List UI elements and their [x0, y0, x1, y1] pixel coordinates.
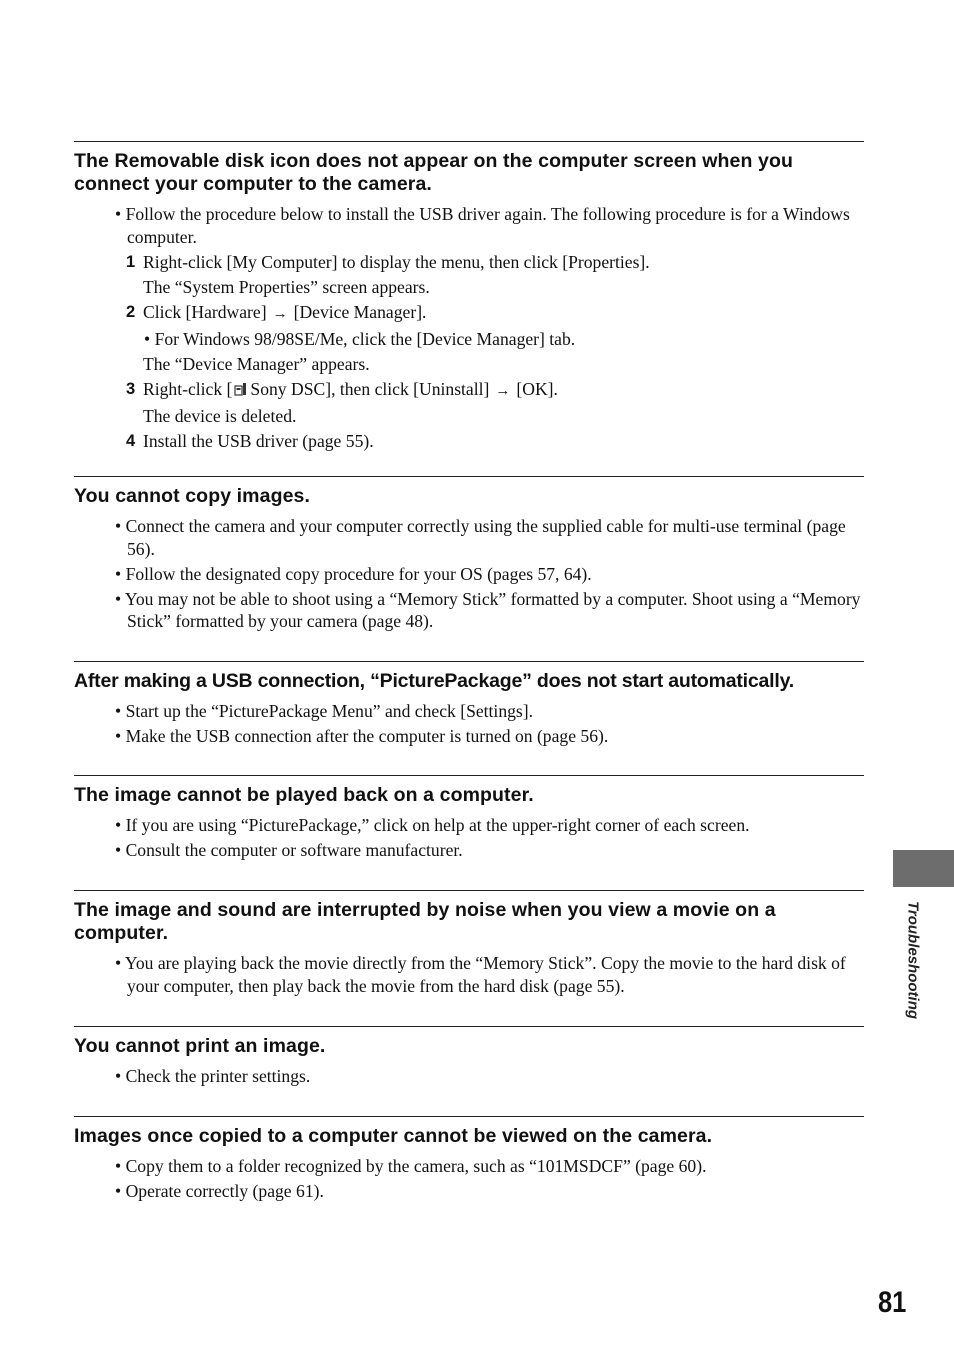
section-body — [74, 1155, 864, 1203]
bullet-item: • Make the USB connection after the computer is turned on (page 56). — [74, 725, 864, 748]
step-number: 3 — [126, 379, 136, 398]
step-text: Right-click [ — [143, 378, 233, 399]
step-number: 2 — [126, 302, 136, 321]
step-text: Sony DSC], then click [Uninstall] — [250, 378, 490, 399]
step-text: [OK]. — [516, 378, 558, 399]
step-number: 1 — [126, 252, 136, 271]
section-playback — [74, 775, 864, 862]
page-number: 81 — [878, 1286, 907, 1319]
step-text: Install the USB driver (page 55). — [143, 430, 374, 451]
chapter-tab — [893, 850, 954, 887]
bullet-item: • You may not be able to shoot using a “Memory Stick” formatted by a computer. Shoot using a “Memory Stick” formatted by your camera (page 48). — [74, 588, 864, 633]
section-heading: The Removable disk icon does not appear on the computer screen when you connect your computer to the camera. — [74, 150, 794, 195]
section-body — [74, 515, 864, 633]
step-2 — [74, 301, 864, 326]
bullet-item: • Start up the “PicturePackage Menu” and check [Settings]. — [74, 700, 864, 723]
section-heading: You cannot print an image. — [74, 1035, 326, 1057]
section-noise — [74, 890, 864, 997]
section-body — [74, 1065, 864, 1088]
step-text: Right-click [My Computer] to display the menu, then click [Properties]. — [143, 251, 650, 272]
arrow-right-icon: → — [495, 382, 511, 399]
section-removable-disk — [74, 141, 864, 452]
section-heading: After making a USB connection, “PicturePackage” does not start automatically. — [74, 670, 795, 692]
step-4 — [74, 430, 864, 453]
bullet-item: • Consult the computer or software manufacturer. — [74, 839, 864, 862]
section-body — [74, 952, 864, 997]
section-body — [74, 203, 864, 452]
step-3 — [74, 378, 864, 403]
bullet-item: • Connect the camera and your computer correctly using the supplied cable for multi-use terminal (page 56). — [74, 515, 864, 560]
step-text: Click [Hardware] — [143, 301, 267, 322]
step-note: The “System Properties” screen appears. — [143, 276, 430, 297]
section-heading: You cannot copy images. — [74, 485, 310, 507]
bullet-item: • Check the printer settings. — [74, 1065, 864, 1088]
section-picturepackage-start — [74, 661, 864, 748]
bullet-item: • Operate correctly (page 61). — [74, 1180, 864, 1203]
section-body — [74, 814, 864, 862]
section-cannot-print — [74, 1026, 864, 1088]
step-number: 4 — [126, 431, 136, 450]
arrow-right-icon: → — [272, 305, 288, 322]
step-note: The “Device Manager” appears. — [143, 353, 370, 374]
section-body — [74, 700, 864, 748]
section-cannot-copy — [74, 476, 864, 633]
bullet-item: • Copy them to a folder recognized by the camera, such as “101MSDCF” (page 60). — [74, 1155, 864, 1178]
bullet-item: • If you are using “PicturePackage,” click on help at the upper-right corner of each screen. — [74, 814, 864, 837]
camera-device-icon — [234, 382, 248, 396]
bullet-item: • Follow the designated copy procedure for your OS (pages 57, 64). — [74, 563, 864, 586]
chapter-label: Troubleshooting — [904, 900, 922, 1020]
section-heading: The image cannot be played back on a computer. — [74, 784, 534, 806]
step-text: [Device Manager]. — [293, 301, 427, 322]
sub-bullet-item: • For Windows 98/98SE/Me, click the [Device Manager] tab. — [74, 328, 864, 351]
step-1 — [74, 251, 864, 274]
bullet-item: • You are playing back the movie directly from the “Memory Stick”. Copy the movie to the hard disk of your computer, then play back the movie from the hard disk (page 55). — [74, 952, 864, 997]
step-note: The device is deleted. — [143, 405, 297, 426]
section-heading: The image and sound are interrupted by noise when you view a movie on a computer. — [74, 899, 776, 944]
bullet-item: • Follow the procedure below to install the USB driver again. The following procedure is for a Windows computer. — [74, 203, 864, 248]
section-heading: Images once copied to a computer cannot be viewed on the camera. — [74, 1125, 713, 1147]
section-images-not-viewed — [74, 1116, 864, 1203]
